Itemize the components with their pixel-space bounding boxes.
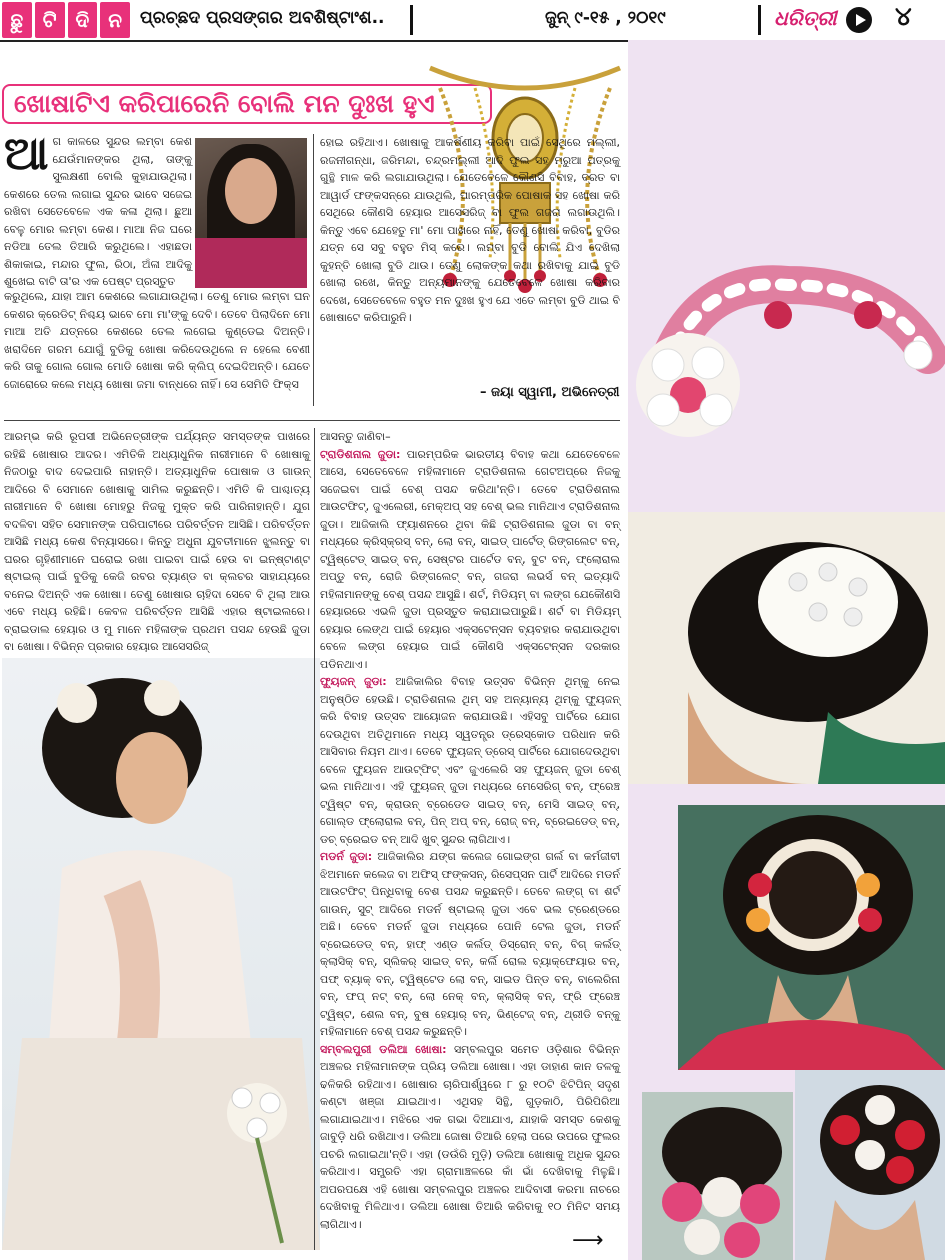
dharitri-logo: ଧରିତ୍ରୀ: [774, 6, 837, 30]
intro-text-2: ହୋଇ ରହିଥାଏ। ଖୋଷାକୁ ଆକର୍ଷଣୀୟ କରିବା ପାଇଁ ସେଥିରେ ମଲ୍ଲୀ, ରଜନୀଗନ୍ଧା, ଜରିମନ୍ଦା, ଚନ୍ଦ୍ରମଲ୍ଲୀ ଆଦି ଫୁଲ ସହ ମରୁଆ ପତ୍ରକୁ ଗୁନ୍ଥି ମାଳ କରି ଲଗାଯାଉଥିଲା। ଯେତେବେଳେ କୌଣସି ବିବାହ, ବ୍ରତ ବା ଆୱାର୍ଡ ଫଙ୍କସନ୍‌ରେ ଯାଉଥିଲି, ପାରମ୍ପରିକ ପୋଷାକ ସହ ଖୋଷା କରି ସେଥିରେ କୌଣସି ହେୟାର ଆସେସରିଜ୍ ବା ଫୁଲ ଗଜରା ଲଗାଉଥିଲି। କିନ୍ତୁ ଏବେ ଯେହେତୁ ମା' ମୋ ପାଖରେ ନାହିଁ, ତେଣୁ ଖୋଷା କରିବା, ବୁଡିର ଯତ୍ନ ସେ ସବୁ ବହୁତ ମିସ୍ କରେ। ଲମ୍ବା ବୁଡି ବୋଲି ଯିଏ ଦେଖିଲା କୁହନ୍ତି ଖୋଲା ବୁଡି ଥାଉ। ତେଣୁ ଲୋକଙ୍କ କଥା ରଖିବାକୁ ଯାଇ ବୁଡି ଖୋଲା ରଖେ, କିନ୍ତୁ ଅନ୍ୟମାନଙ୍କୁ ଯେତେବେଳେ ଖୋଷା କରିବାର ଦେଖେ, ସେତେବେଳେ ବହୁତ ମନ ଦୁଃଖ ହୁଏ ଯେ ଏତେ ଲମ୍ବା ବୁଡି ଥାଇ ବି ଖୋଷାଟେ କରିପାରୁନି।: [320, 136, 620, 324]
brand-letter: ଦି: [68, 2, 98, 38]
text-sambalpuri: ସମ୍ବଲପୁର ସମେତ ଓଡ଼ିଶାର ବିଭିନ୍ନ ଅଞ୍ଚଳର ମହିଳାମାନଙ୍କ ପ୍ରିୟ ଡଲିଆ ଖୋଷା। ଏହା ଡାହାଣ କାନ ତଳକୁ ଢଳିକରି ରହିଥାଏ। ଖୋଷାର ଚାରିପାର୍ଶ୍ୱରେ ୮ ରୁ ୧୦ଟି ଝିଟିପିନ୍ ସଦୃଶ କଣ୍ଟା ଖଞ୍ଜା ଯାଇଥାଏ। ଏଥିସହ ସିନ୍ଥି, ଗୁଡ଼କାଠି, ପିରିପିରିଆ ଲଗାଯାଇଥାଏ। ମଝିରେ ଏକ ଗଭା ଦିଆଯାଏ, ଯାହାକି ସମସ୍ତ କେଶକୁ ଜାବୁଡ଼ି ଧରି ରଖିଥାଏ। ଡଲିଆ ଜୋଷା ତିଆରି ହେଲା ପରେ ଉପରେ ଫୁଲର ପଚରି ଲଗାଇଥା'ନ୍ତି। ଏହା (ଡଉଁରି ମୁଡ଼ି) ଡଲିଆ ଖୋଷାକୁ ଅଧିକ ସୁନ୍ଦର କରିଥାଏ। ସମ୍ପ୍ରତି ଏହା ଗ୍ରାମାଞ୍ଚଳରେ କାଁ ଭାଁ ଦେଖିବାକୁ ମିଳୁଛି। ଅପରପକ୍ଷେ ଏହି ଖୋଷା ସମ୍ବଲପୁର ଅଞ୍ଚଳର ଆଦିବାସୀ କରମା ନାଚରେ ଦେଖିବାକୁ ମିଳିଥାଏ। ଡଲିଆ ଖୋଷା ତିଆରି କରିବାକୁ ୧୦ ମିନିଟ ସମୟ ଲାଗିଥାଏ।: [320, 1042, 620, 1231]
jasmine-bun-image: [628, 512, 945, 784]
subhead-traditional: ଟ୍ରାଡିଶନାଲ ଜୁଡା:: [320, 447, 401, 461]
page-header: [0, 0, 945, 42]
page-number: ୪: [895, 2, 912, 32]
brand-chhutidina: [2, 2, 130, 38]
text-traditional: ପାରମ୍ପରିକ ଭାରତୀୟ ବିବାହ କଥା ଯେତେବେଳେ ଆସେ, ସେତେବେଳେ ମହିଳାମାନେ ଟ୍ରାଡିଶନାଲ ଗେଟଅପ୍‌ରେ ନିଜକୁ ସଜେଇବା ପାଇଁ ବେଶ୍ ପସନ୍ଦ କରିଥା'ନ୍ତି। ତେବେ ଟ୍ରାଡିଶନାଲ ଆଉଟଫିଟ୍, ଜୁଏଲେରୀ, ମେକ୍‌ଅପ୍ ସହ ବେଶ୍ ଭଲ ମାନିଥାଏ ଟ୍ରାଡିଶନାଲ ଜୁଡା। ଆଜିକାଲି ଫ୍ୟାଶନରେ ଥିବା କିଛି ଟ୍ରାଡିଶନାଲ ଜୁଡା ବା ବନ୍ ମଧ୍ୟରେ କ୍ରିସ୍‌କ୍ରସ୍ ବନ୍, ଲୋ ବନ୍, ସାଇଡ୍ ପାର୍ଟେଡ୍ ରିଙ୍ଗଲେଟ ବନ୍, ଟ୍ୱିଷ୍ଟେଡ୍ ସାଇଡ୍ ବନ୍, ସେଷ୍ଟର ପାର୍ଟେଡ ବନ୍, ବୁଟ ବନ୍, ଫ୍ଲୋରାଲ ଅପ୍‌ଡୁ ବନ୍, ରୋଜି ରିଙ୍ଗଲେଟ୍ ବନ୍, ଗଜରା ଲଭର୍ସ ବନ୍ ଇତ୍ୟାଦି ମହିଳାମାନଙ୍କୁ ବେଶ୍ ପସନ୍ଦ ଆସୁଛି। ଶର୍ଟ, ମିଡିୟମ୍ ବା ଲଙ୍ଗ ଯେକୌଣସି ହେୟାରରେ ଏଭଳି ଜୁଡା ପ୍ରସ୍ତୁତ କରାଯାଇପାରୁଛି। ଶର୍ଟ ବା ମିଡିୟମ୍ ହେୟାର ଲେଙ୍ଥ ପାଇଁ ହେୟାର ଏକ୍ସଟେନ୍‌ସନ ବ୍ୟବହାର କରାଯାଉଥିବା ବେଳେ ଲଙ୍ଗ ହେୟାର ପାଇଁ କୌଣସି ଏକ୍ସଟେନ୍‌ସନ ଦରକାର ପଡିନଥାଏ।: [320, 447, 620, 671]
intro-column-2: [320, 134, 620, 379]
brand-letter: ଛୁ: [2, 2, 32, 38]
section-traditional: [320, 446, 620, 674]
intro-text-cont: କରୁଥିଲେ, ଯାହା ଆମ କେଶରେ ଲଗାଯାଉଥିଲା। ତେଣୁ ମୋର ଲମ୍ବା ଘନ କେଶର କ୍ରେଡିଟ୍ ନିଶ୍ଚୟ ଭାବେ ମୋ ମା'ଙ୍କୁ ଦେବି। ତେବେ ପିଲାଦିନେ ମୋ ମାଆ ଅତି ଯତ୍ନରେ କେଶରେ ତେଲ ଲଗେଇ କୁଣ୍ଡେଇ ଦିଅନ୍ତି। ଖରାଦିନେ ଗରମ ଯୋଗୁଁ ବୁଡିକୁ ଖୋଷା କରିଦେଉଥିଲେ ନ ହେଲେ ବେଣୀ କରି ତାକୁ ଗୋଲ ଗୋଲ ମୋଡି ଖୋଷା କରି କ୍ଲିପ୍ ଦେଇଦିଅନ୍ତି। ଯେତେ ଜୋରୋରେ କଲେ ମଧ୍ୟ ଖୋଷା ଜମା ବାନ୍ଧରେ ନାହିଁ। ସେ ସେମିତି ଫିକ୍ସ: [4, 290, 310, 391]
subhead-modern: ମଡର୍ନ ଜୁଡା:: [320, 850, 373, 863]
body-right-column: [320, 428, 620, 1250]
intro-text: ଗ କାଳରେ ସୁନ୍ଦର ଲମ୍ବା କେଶ ଯେଉଁମାନଙ୍କର ଥିଲା, ତାଙ୍କୁ ସୁଲକ୍ଷଣୀ ବୋଲି କୁହାଯାଉଥିଲା। କେଶରେ ତେଲ ଲଗାଇ ସୁନ୍ଦର ଭାବେ ସଜେଇ ରଖିବା ସେତେବେଳେ ଏକ କଳା ଥିଲା। ଛୁଆ ବେଳୁ ମୋର ଲମ୍ବା କେଶ। ମାଆ ନିଜ ଘରେ ନଡିଆ ତେଲ ତିଆରି କରୁଥିଲେ। ଏହାଛଡା ଶିକାକାଇ, ମନ୍ଦାର ଫୁଲ, ରିଠା, ଅଁଳା ଆଦିକୁ ଶୁଖେଇ ବାଟି ତା'ର ଏକ ପେଷ୍ଟ ପ୍ରସ୍ତୁତ: [4, 135, 192, 288]
arrow-right-icon: ⟶: [572, 1228, 604, 1253]
section-divider: [4, 420, 620, 421]
column-rule: [313, 134, 314, 406]
pink-rose-bun-image: [642, 1092, 793, 1260]
header-divider: [410, 5, 413, 35]
headline: ଖୋଷାଟିଏ କରିପାରେନି ବୋଲି ମନ ଦୁଃଖ ହୁଏ: [2, 84, 492, 124]
byline: – ଜୟା ସ୍ୱାମୀ, ଅଭିନେତ୍ରୀ: [480, 385, 620, 400]
text-fusion: ଆଜିକାଲିର ବିବାହ ଉତ୍ସବ ବିଭିନ୍ନ ଥିମ୍‌କୁ ନେଇ ଅନୁଷ୍ଠିତ ହେଉଛି। ଟ୍ରାଡିଶନାଲ ଥିମ୍ ସହ ଅନ୍ୟାନ୍ୟ ଥିମ୍‌କୁ ଫ୍ୟୁଜନ୍ କରି ବିବାହ ଉତ୍ସବ ଆୟୋଜନ କରାଯାଉଛି। ଏହିସବୁ ପାର୍ଟିରେ ଯୋଗ ଦେଉଥିବା ଅତିଥିମାନେ ମଧ୍ୟ ସ୍ୱତନ୍ତ୍ର ଡ୍ରେସ୍‌କୋଡ ପରିଧାନ କରି ଆସିବାର ନିୟମ ଥାଏ। ତେବେ ଫ୍ୟୁଜନ୍ ଡ୍ରେସ୍ ପାର୍ଟିରେ ଯୋଗଦେଉଥିବା ବେଳେ ଫ୍ୟୁଜନ ଆଉଟ୍‌ଫିଟ୍ ଏବଂ ଜୁଏଲେରି ସହ ଫ୍ୟୁଜନ୍ ଜୁଡା ବେଶ୍ ଭଲ ମାନିଥାଏ। ଏହି ଫ୍ୟୁଜନ୍ ଜୁଡା ମଧ୍ୟରେ ମେସେରିଗ୍ ବନ୍, ଫ୍ରେଞ୍ଚ ଟ୍ୱିଷ୍ଟ ବନ୍, କ୍ରାଉନ୍ ବ୍ରେଡେଡ ସାଇଡ୍ ବନ୍, ମେସି ସାଇଡ୍ ବନ୍, ଗୋଲ୍ଡ ଫ୍ଲୋରାଲ ବନ୍, ପିନ୍ ଅପ୍ ବନ୍, ରୋଜ୍ ବନ୍, ବ୍ରେଇଡେଡ୍ ବନ୍, ଡଚ୍ ବ୍ରେଇଡ ବନ୍ ଆଦି ଖୁବ୍ ସୁନ୍ଦର ଲାଗିଥାଏ।: [320, 675, 620, 846]
subhead-fusion: ଫ୍ୟୁଜନ୍ ଜୁଡା:: [320, 675, 387, 688]
play-icon: [846, 7, 872, 33]
body-left-column: [4, 428, 310, 656]
intro-column-1-cont: [4, 288, 310, 408]
flower-gajra-image: [628, 245, 945, 460]
body-text: ଆରମ୍ଭ କରି ରୂପସୀ ଅଭିନେତ୍ରୀଙ୍କ ପର୍ଯ୍ୟନ୍ତ ସମସ୍ତଙ୍କ ପାଖରେ ରହିଛି ଖୋଷାର ଆଦର। ଏମିତିକି ଅଧ୍ୟାଧୁନିକ ନାରୀମାନେ ବି ଖୋଷାକୁ ନିଜଠାରୁ ବାଦ ଦେଇପାରି ନାହାନ୍ତି। ଅତ୍ୟାଧୁନିକ ପୋଷାକ ଓ ଗାଉନ୍ ଆଦିରେ ବି ସେମାନେ ଖୋଷାକୁ ସାମିଲ କରୁଛନ୍ତି। ଏମିତି କି ପାଶ୍ଚାତ୍ୟ ନାରୀମାନେ ବି ଖୋଷା ମୋହରୁ ନିଜକୁ ମୁକ୍ତ କରି ପାରିନାହାନ୍ତି। ଯୁଗ ବଦଳିବା ସହିତ ସେମାନଙ୍କ ପରିପାଟୀରେ ପରିବର୍ତ୍ତନ ଆସିଛି। ପରିବର୍ତ୍ତନ ଆସିଛି ମଧ୍ୟ କେଶ ବିନ୍ୟାସରେ। କିନ୍ତୁ ଅଧୁନା ଯୁବତୀମାନେ ଝୁଲନ୍ତୁ ବା ଘରର ଗୃହିଣୀମାନେ ଘରୋଇ ରଖା ପାଇବା ପାଇଁ ହେଉ ବା ଇନ୍‌ଷ୍ଟାଣ୍ଟ ଷ୍ଟାଇଲ୍ ପାଇଁ ବୁଡିକୁ କେଜି ରବର ବ୍ୟାଣ୍ଡ ବା କ୍ଲଚର ସାହାଯ୍ୟରେ ବନେଇ ଦିଅନ୍ତି ଏକ ଖୋଷା। ତେଣୁ ଖୋଷାର ଚାହିଦା ସେବେ ବି ଥିଲା ଆଉ ଏବେ ମଧ୍ୟ ରହିଛି। କେବଳ ପରିବର୍ତ୍ତନ ଆସିଛି ଏହାର ଷ୍ଟାଇଲରେ। ବ୍ରାଇଡାଲ ହେୟାର ଓ ମୁ ମାନେ ମହିଳାଙ୍କ ପ୍ରଥମ ପସନ୍ଦ ହେଉଛି ଜୁଡା ବା ଖୋଷା। ବିଭିନ୍ନ ପ୍ରକାର ହେୟାର ଆସେସରିଜ୍: [4, 430, 310, 653]
section-title: ପ୍ରଚ୍ଛଦ ପ୍ରସଙ୍ଗର ଅବଶିଷ୍ଟାଂଶ..: [140, 8, 385, 28]
issue-date: ଜୁନ୍ ୯-୧୫ , ୨୦୧୯: [545, 8, 666, 28]
intro-line: ଆସନ୍ତୁ ଜାଣିବା–: [320, 430, 391, 443]
brand-letter: ଟି: [35, 2, 65, 38]
section-sambalpuri: [320, 1041, 620, 1234]
intro-column-1: [4, 126, 192, 288]
bride-image: [2, 658, 320, 1250]
drop-cap: ଆ: [4, 126, 49, 180]
actress-portrait-image: [195, 138, 307, 280]
red-rose-bun-image: [795, 1070, 945, 1260]
section-fusion: [320, 673, 620, 848]
column-rule: [314, 428, 315, 1250]
section-modern: [320, 848, 620, 1041]
brand-letter: ନ: [100, 2, 130, 38]
rose-bun-image: [678, 805, 945, 1070]
subhead-sambalpuri: ସମ୍ବଲପୁରୀ ଡଲିଆ ଖୋଷା:: [320, 1042, 447, 1056]
text-modern: ଆଜିକାଲିର ଯଙ୍ଗ କଲେଜ ଗୋଇଙ୍ଗ ଗର୍ଲ ବା କର୍ମଜୀବୀ ଝିଅମାନେ କଲେଜ ବା ଅଫିସ୍ ଫଙ୍କସନ୍, ରିସେପ୍‌ସନ ପାର୍ଟି ଆଦିରେ ମଡର୍ନ ଆଉଟଫିଟ୍ ପିନ୍ଧିବାକୁ ବେଶ ପସନ୍ଦ କରୁଛନ୍ତି। ତେବେ ଲଙ୍ଗ୍ ବା ଶର୍ଟ ଗାଉନ୍, ସୁଟ୍ ଆଦିରେ ମଡର୍ନ ଷ୍ଟାଇଲ୍ ଜୁଡା ଏବେ ଭଲ ଟ୍ରେଣ୍ଡରେ ଅଛି। ତେବେ ମଡର୍ନ ଜୁଡା ମଧ୍ୟରେ ପୋନି ଟେଲ ଜୁଡା, ମଡର୍ନ ବ୍ରେଇଡେଡ୍ ବନ୍, ହାଫ୍ ଏଣ୍ଡ କର୍ଲଡ୍ ଡିସ୍ରୋନ୍ ବନ୍, ବିଗ୍ କର୍ଲଡ୍ କ୍ଲାସିକ୍ ବନ୍, ସ୍ଲିକର୍ ସାଇଡ୍ ବନ୍, କର୍ଲି ରୋଲ ବ୍ୟାକ୍‌ଫେୟାର ବନ୍, ପଫ୍ ବ୍ୟାକ୍ ବନ୍, ଟ୍ୱିଷ୍ଟେଡ ଲୋ ବନ୍, ସାଇଡ ପିନ୍ଡ ବନ୍, ବାଲେରିନା ବନ୍, ଫପ୍ ନଟ୍ ବନ୍, ଲୋ ନେକ୍ ବନ୍, କ୍ଲାସିକ୍ ବନ୍, ଫ୍ରି ଫ୍ରେଞ୍ଚ ଟ୍ୱିଷ୍ଟ, ଶେଲ ବନ୍, ବୁଷ ହେୟାର୍ ବନ୍, ଭିଣ୍ଟେଜ୍ ବନ୍, ଥ୍ରୀଡି ବନ୍‌କୁ ମହିଳାମାନେ ବେଶ୍ ପସନ୍ଦ କରୁଛନ୍ତି।: [320, 850, 621, 1038]
header-divider: [758, 5, 761, 35]
